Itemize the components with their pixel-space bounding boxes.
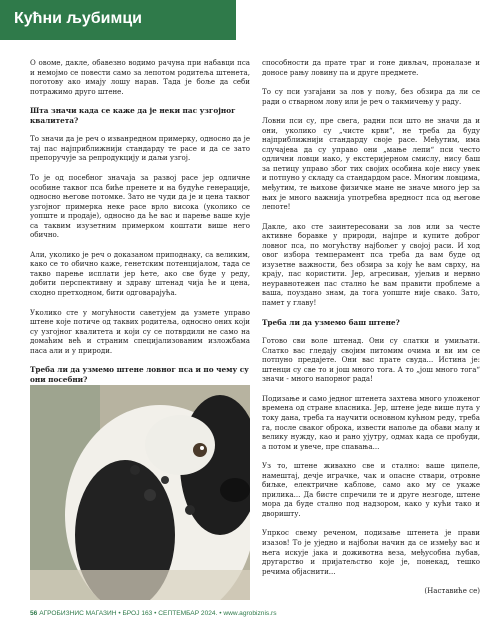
page-number: 56 (30, 610, 38, 617)
paragraph: О овоме, дакле, обавезно водимо рачуна при набавци пса и немојмо се повести само за лепотом родитеља штенета, поготову ако имају лошу нарав. Тада је боље да себи потражимо друго штене. (30, 58, 250, 96)
paragraph: Подизање и само једног штенета захтева много уложеног времена од стране власника. Јер, штене једе више пута у току дана, треба га научити основном кућном реду, треба га, после сваког оброка, извести напоље да обави малу и велику нужду, као и рано ујутру, одмах када се пробуди, а потом и увече, пре спавања... (262, 393, 480, 451)
right-column (262, 58, 480, 606)
footer-text: АГРОБИЗНИС МАГАЗИН • БРОЈ 163 • СЕПТЕМБАР 2024. • www.agrobiznis.rs (39, 610, 277, 617)
paragraph: Готово сви воле штенад. Они су слатки и умиљати. Слатко вас гледају својим питомим очима и ви им се потпуно предајете. Они вас прате свуда... Истина је: штенци су све то и још много тога. А то „још много тога“ значи - много напорног рада! (262, 336, 480, 384)
paragraph: То значи да је реч о изванредном примерку, односно да је тај пас најприближнији стандарду те расе и да се зато препоручује за репродукцију и даљи узгој. (30, 134, 250, 163)
paragraph: Упркос свему реченом, подизање штенета је прави изазов! То је уједно и најбољи начин да се између вас и њега искује јака и доживотна веза, међусобна љубав, другарство и пријатељство које је, понекад, тешко речима објаснити... (262, 528, 480, 576)
section-header (0, 0, 236, 40)
paragraph: способности да прате траг и гоне дивљач, проналазе и доносе рању ловину па и друге предмете. (262, 58, 480, 77)
spaniel-dog-image (30, 385, 250, 600)
paragraph: То су пси узгајани за лов у пољу, без обзира да ли се ради о стварном лову или је реч о такмичењу у раду. (262, 87, 480, 106)
paragraph: Дакле, ако сте заинтересовани за лов или за честе активне боравке у природи, најпре и купите доброг ловног пса, по могућству најбољег у својој раси. И ход овог избора темперамент пса треба да вам буде од изузетне важности, без обзира за коју ће вам сврху, на крају, пас користити. Јер, агресиван, ујељив и нервно неуравнотежен пас стално ће вам правити проблеме а ваша, поуздано знам, да тога уопште није свако. Зато, памет у главу! (262, 221, 480, 308)
paragraph: Уз то, штене живахно све и стално: ваше ципеле, намештај, дечје играчке, чак и опасне ствари, отровне биљке, електричне каблове, само ако му се укаже прилика... Да бисте спречили те и друге незгоде, штене мора да буде стално под надзором, како у кући тако и дворишту. (262, 461, 480, 518)
page-footer (30, 610, 277, 617)
left-column (30, 58, 250, 432)
paragraph: Уколико сте у могућности саветујем да узмете управо штене које потиче од таквих родитеља, односно оних који су узгојног квалитета и који су се потврдили не само на домаћим већ и страним специјализованим изложбама паса али и у природи. (30, 307, 250, 355)
section-heading: Треба ли да узмемо баш штене? (262, 317, 400, 327)
dog-photo (30, 385, 250, 600)
paragraph: Али, уколико је реч о доказаном приподнаку, са великим, како се то обично каже, генетским потенцијалом, тада се такво парење исплати јер ћете, ако све буде у реду, добити перспективну и здраву штенад чија ће и цена, сходно претходном, бити одговарајућа. (30, 249, 250, 298)
section-heading: Шта значи када се каже да је неки пас узгојног квалитета? (30, 106, 236, 125)
paragraph: То је од посебног значаја за развој расе јер одличне особине таквог пса биће пренете и на будуће генерације, односно његове потомке. Зато не чуди да је и цена таквог узгојног примерка неке расе врло висока (уколико се уопште и продаје), односно да ће вас и парење ваше куje са таквим изузетним примерком коштати више него обично. (30, 173, 250, 240)
paragraph: Ловни пси су, пре свега, радни пси што не значи да и они, уколико су „чисте крви“, не треба да буду најприближнији стандарду своје расе. Међутим, има случајева да су управо они „мање лепи“ пси често одлични ловци иако, у екстеријерном смислу, нису баш за петицу управо због тих својих особина које нису увек и потпуно у складу са стандардом расе. Многим ловцима, међутим, те њихове физичке мане не значе много јер за њих је много важнија употребна вредност пса од његове лепоте! (262, 116, 480, 212)
continued-note: (Наставиће се) (424, 586, 480, 596)
section-title: Кућни љубимци (14, 10, 143, 27)
section-heading: Треба ли да узмемо штене ловног пса и по чему су они посебни? (30, 365, 249, 384)
